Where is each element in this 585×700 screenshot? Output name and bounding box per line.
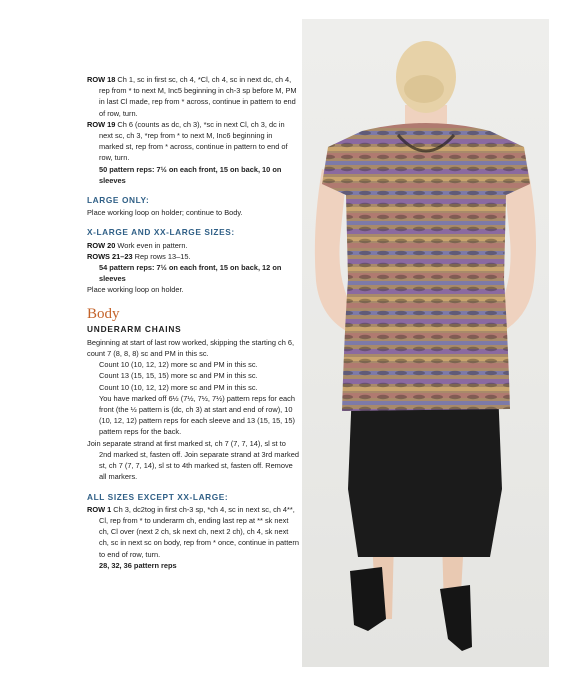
- right-boot-shape: [440, 585, 472, 651]
- row-label: ROW 20: [87, 240, 116, 250]
- row-label: ROWS 21–23: [87, 251, 133, 261]
- row-text: Ch 1, sc in first sc, ch 4, *Cl, ch 4, sc in next dc, ch 4, rep from * to next M, Inc5 beginning in ch-3 sp before M, PM in last Cl made, rep from * across, continue in pattern to end of row, turn.: [99, 75, 297, 118]
- row-label: ROW 18: [87, 75, 116, 84]
- body-intro: Beginning at start of last row worked, skipping the starting ch 6, count 7 (8, 8, 8) sc and PM in this sc.: [87, 337, 295, 359]
- row-text: Ch 3, dc2tog in first ch-3 sp, *ch 4, sc in next sc, ch 4**, Cl, rep from * to underarm ch, ending last rep at ** sk next ch, Cl over (next 2 ch, sk next ch, next 2 ch), ch 4, sk next ch, sc in next sc on body, rep from * once, continue in pattern to end of row, turn.: [99, 504, 299, 559]
- left-boot-shape: [350, 567, 386, 631]
- xl-after-text: Place working loop on holder.: [87, 285, 184, 295]
- body-line: Count 10 (10, 12, 12) more sc and PM in this sc.: [99, 382, 258, 392]
- skirt-shape: [348, 389, 502, 557]
- pattern-text-column: [87, 74, 299, 571]
- model-illustration: [302, 19, 549, 667]
- all-sizes-heading: ALL SIZES EXCEPT XX-LARGE:: [87, 491, 229, 502]
- pattern-rep-count: 50 pattern reps: 7½ on each front, 15 on back, 10 on sleeves: [99, 164, 282, 185]
- row-text: Work even in pattern.: [115, 240, 188, 250]
- row-18: [87, 74, 299, 119]
- body-section-title: Body: [87, 305, 120, 322]
- row-label: ROW 1: [87, 504, 112, 514]
- pattern-rep-count: 54 pattern reps: 7½ on each front, 15 on back, 12 on sleeves: [99, 263, 282, 284]
- model-photo: [302, 19, 549, 667]
- row-text: Rep rows 13–15.: [132, 251, 191, 261]
- crochet-lace-overlay: [322, 123, 530, 411]
- body-line: Count 13 (15, 15, 15) more sc and PM in this sc.: [99, 371, 258, 381]
- body-line: You have marked off 6½ (7½, 7½, 7½) pattern reps for each front (the ½ pattern is (dc, ch 3) at start and end of row), 10 (10, 12, 12) pattern reps for each sleeve and 13 (15, 15, 15) pattern reps for the back.: [99, 393, 295, 437]
- pattern-rep-count: 28, 32, 36 pattern reps: [99, 560, 177, 570]
- row-text: Ch 6 (counts as dc, ch 3), *sc in next Cl, ch 3, dc in next sc, ch 3, *rep from * to next M, Inc6 beginning in marked st, rep from * across, continue in pattern to end of row, turn.: [99, 119, 288, 163]
- xl-sizes-heading: X-LARGE AND XX-LARGE SIZES:: [87, 227, 235, 238]
- row-1: [87, 504, 299, 560]
- underarm-chains-heading: UNDERARM CHAINS: [87, 323, 182, 334]
- rows-21-23: [87, 251, 299, 262]
- body-join: Join separate strand at first marked st, ch 7 (7, 7, 14), sl st to 2nd marked st, fasten off. Join separate strand at 3rd marked st, ch 7 (7, 7, 14), sl st to 4th marked st, fasten off. Remove all markers.: [87, 438, 299, 482]
- row-19: [87, 119, 299, 164]
- body-line: Count 10 (10, 12, 12) more sc and PM in this sc.: [99, 360, 258, 370]
- row-20: [87, 240, 299, 251]
- large-only-heading: LARGE ONLY:: [87, 195, 150, 206]
- row-label: ROW 19: [87, 119, 116, 129]
- large-only-text: Place working loop on holder; continue to Body.: [87, 208, 243, 218]
- hair-bun-shape: [404, 75, 444, 103]
